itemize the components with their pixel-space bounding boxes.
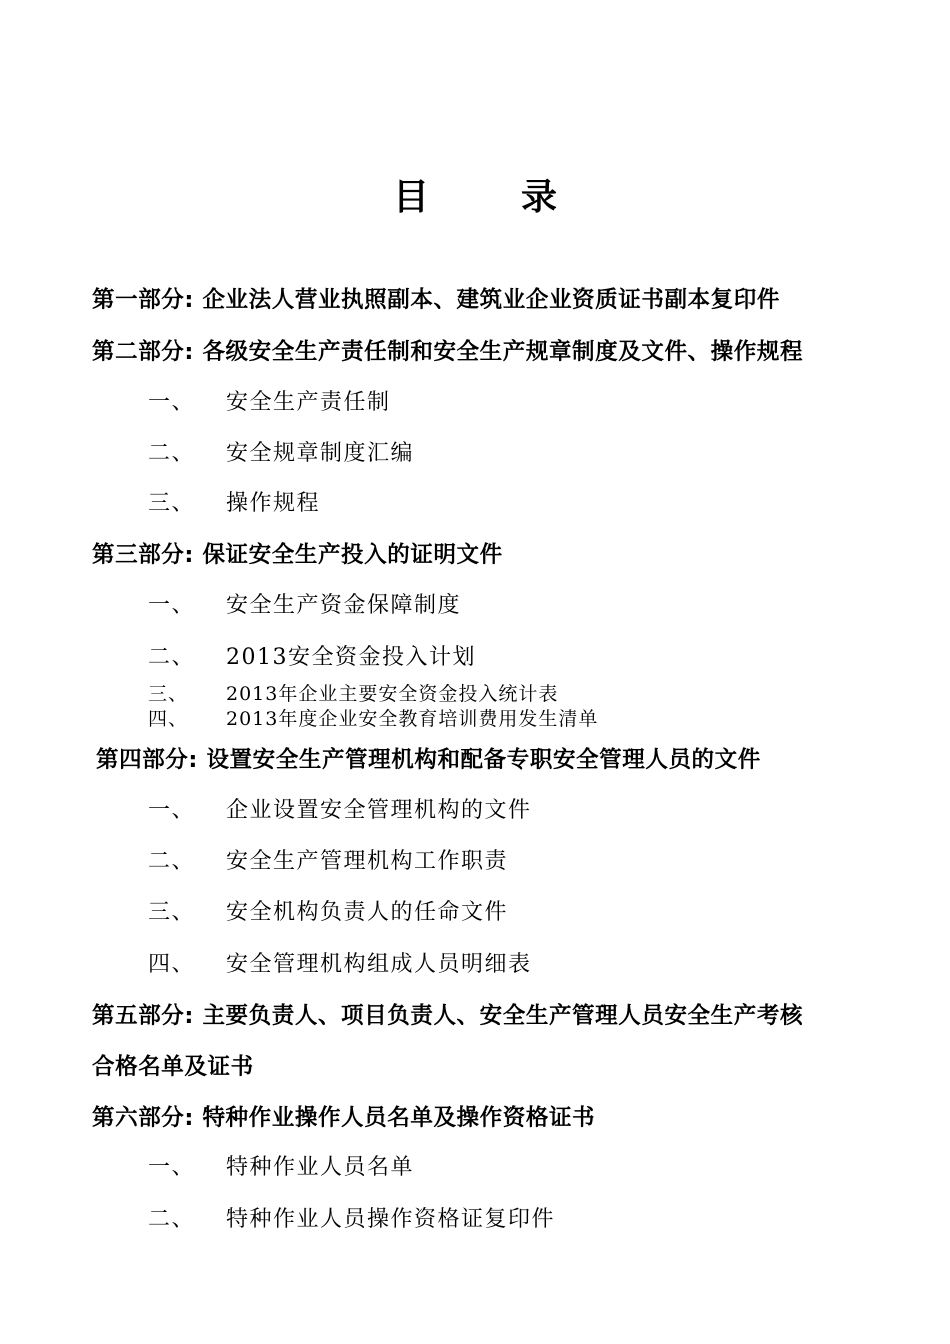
item-number: 二、 [148,645,196,670]
part-5-heading [92,1002,803,1030]
part-4-label: 第四部分: [96,747,198,773]
item-text: 2013安全资金投入计划 [226,645,476,670]
item-number: 二、 [148,441,196,466]
item-text: 安全生产资金保障制度 [226,593,462,618]
part-3-label: 第三部分: [92,542,194,568]
page-title [0,176,950,220]
part-3-title: 保证安全生产投入的证明文件 [202,542,503,568]
item-text: 特种作业人员操作资格证复印件 [226,1207,556,1232]
item-text: 安全机构负责人的任命文件 [226,900,509,925]
part-5-label: 第五部分: [92,1003,194,1029]
part-3-heading [92,541,503,569]
part-1-label: 第一部分: [92,287,194,313]
part-1-title: 企业法人营业执照副本、建筑业企业资质证书副本复印件 [202,287,780,313]
part-4-title: 设置安全生产管理机构和配备专职安全管理人员的文件 [206,747,761,773]
item-text: 安全规章制度汇编 [226,441,415,466]
item-text: 特种作业人员名单 [226,1155,415,1180]
item-number: 三、 [148,491,196,516]
item-text: 安全生产责任制 [226,390,391,415]
item-number: 一、 [148,593,196,618]
part-5-heading-continued [92,1053,254,1081]
item-text: 企业设置安全管理机构的文件 [226,798,532,823]
part-2-heading [92,338,803,366]
title-char-2: 录 [521,177,558,218]
part-6-label: 第六部分: [92,1105,194,1131]
part-5-title: 主要负责人、项目负责人、安全生产管理人员安全生产考核 [202,1003,804,1029]
item-number: 一、 [148,1155,196,1180]
item-text: 安全生产管理机构工作职责 [226,849,509,874]
item-text: 2013年企业主要安全资金投入统计表 [226,683,559,705]
part-6-heading [92,1104,595,1132]
item-text: 操作规程 [226,491,321,516]
item-number: 三、 [148,900,196,925]
item-number: 一、 [148,390,196,415]
part-1-heading [92,286,780,314]
item-number: 一、 [148,798,196,823]
item-text: 2013年度企业安全教育培训费用发生清单 [226,708,599,730]
item-number: 三、 [148,683,189,705]
part-4-heading [96,746,761,774]
title-char-1: 目 [392,177,429,218]
item-number: 二、 [148,849,196,874]
item-number: 四、 [148,952,196,977]
item-number: 四、 [148,708,189,730]
part-6-title: 特种作业操作人员名单及操作资格证书 [202,1105,596,1131]
part-2-label: 第二部分: [92,339,194,365]
item-number: 二、 [148,1207,196,1232]
part-2-title: 各级安全生产责任制和安全生产规章制度及文件、操作规程 [202,339,804,365]
item-text: 安全管理机构组成人员明细表 [226,952,532,977]
part-5-title-line-2: 合格名单及证书 [92,1054,254,1080]
